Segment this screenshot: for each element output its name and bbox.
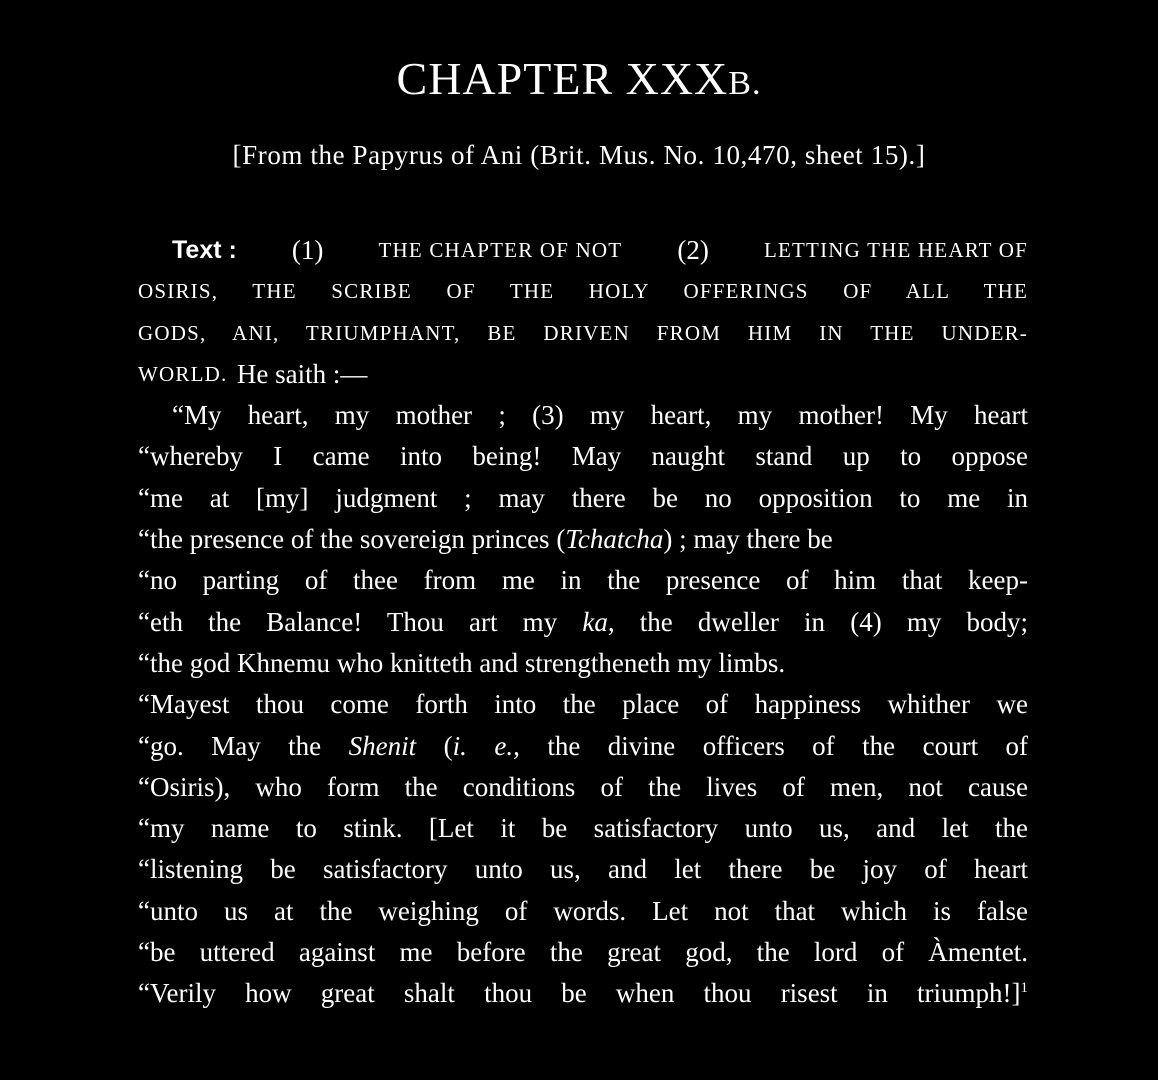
text-line xyxy=(138,767,1028,808)
text-line xyxy=(138,726,1028,767)
chapter-caption: GODS, ANI, TRIUMPHANT, BE DRIVEN FROM HIM IN THE UNDER- xyxy=(138,320,1028,345)
line-text-part: “Verily how great shalt thou be when thou risest in triumph!] xyxy=(138,978,1021,1009)
line-text: “Mayest thou come forth into the place of happiness whither we xyxy=(138,689,1028,720)
chapter-title xyxy=(0,52,1158,105)
line-text: “unto us at the weighing of words. Let not that which is false xyxy=(138,895,1028,926)
line-italic: Tchatcha xyxy=(565,524,664,555)
line-text: “be uttered against me before the great god, the lord of Àmentet. xyxy=(138,937,1028,968)
line-text-part: ) ; may there be xyxy=(663,524,833,555)
line-text-part: “eth the Balance! Thou art my xyxy=(138,606,558,637)
line-text xyxy=(138,519,833,560)
text-line xyxy=(138,478,1028,519)
text-line xyxy=(138,436,1028,477)
text-label: Text : xyxy=(172,236,237,264)
line-text-part: , the dweller in (4) my body; xyxy=(607,606,1029,637)
chapter-caption: THE CHAPTER OF NOT xyxy=(378,238,623,262)
line-text: “whereby I came into being! May naught stand up to oppose xyxy=(138,441,1028,472)
chapter-suffix: B. xyxy=(728,65,762,102)
line-text: “the god Khnemu who knitteth and strengtheneth my limbs. xyxy=(138,647,786,678)
text-line xyxy=(138,643,1028,684)
line-text: “no parting of thee from me in the presence of him that keep- xyxy=(138,565,1028,596)
text-line xyxy=(138,230,1028,271)
text-line xyxy=(138,354,1028,395)
line-text xyxy=(138,973,1028,1014)
chapter-text xyxy=(138,230,1028,1015)
line-text xyxy=(138,602,1028,643)
line-text: “me at [my] judgment ; may there be no opposition to me in xyxy=(138,482,1028,513)
text-line xyxy=(138,313,1028,354)
text-line xyxy=(138,602,1028,643)
text-line xyxy=(138,271,1028,312)
text-line xyxy=(138,932,1028,973)
line-text: “Osiris), who form the conditions of the lives of men, not cause xyxy=(138,771,1028,802)
line-text: “My heart, my mother ; (3) my heart, my mother! My heart xyxy=(172,400,1028,431)
text-line xyxy=(138,891,1028,932)
line-text-part: “the presence of the sovereign princes ( xyxy=(138,524,566,555)
source-citation: [From the Papyrus of Ani (Brit. Mus. No. 10,470, sheet 15).] xyxy=(232,140,926,170)
chapter-number: XXX xyxy=(625,53,729,104)
line-text-part: “go. May the xyxy=(138,730,322,761)
line-text-part: the divine officers of the court of xyxy=(547,730,1029,761)
text-line xyxy=(138,395,1028,436)
footnote-marker: 1 xyxy=(1020,980,1028,997)
chapter-caption: OSIRIS, THE SCRIBE OF THE HOLY OFFERINGS OF ALL THE xyxy=(138,279,1028,304)
line-marker: (1) xyxy=(291,235,324,265)
line-marker: (2) xyxy=(677,235,709,265)
line-italic: i. e., xyxy=(452,730,520,761)
saith-text: He saith :— xyxy=(236,358,368,389)
line-text: “listening be satisfactory unto us, and let there be joy of heart xyxy=(138,854,1028,885)
chapter-caption: LETTING THE HEART OF xyxy=(763,238,1028,262)
chapter-caption: WORLD. xyxy=(138,361,228,386)
text-line xyxy=(138,560,1028,601)
line-text xyxy=(138,726,1028,767)
chapter-word: CHAPTER xyxy=(396,53,614,104)
text-line xyxy=(138,849,1028,890)
line-text-part: ( xyxy=(443,730,453,761)
line-text: “my name to stink. [Let it be satisfactory unto us, and let the xyxy=(138,813,1028,844)
text-line xyxy=(138,684,1028,725)
line-italic: Shenit xyxy=(348,730,417,761)
text-line xyxy=(138,519,1028,560)
text-line xyxy=(138,808,1028,849)
line-italic: ka xyxy=(582,606,608,637)
text-line xyxy=(138,973,1028,1014)
